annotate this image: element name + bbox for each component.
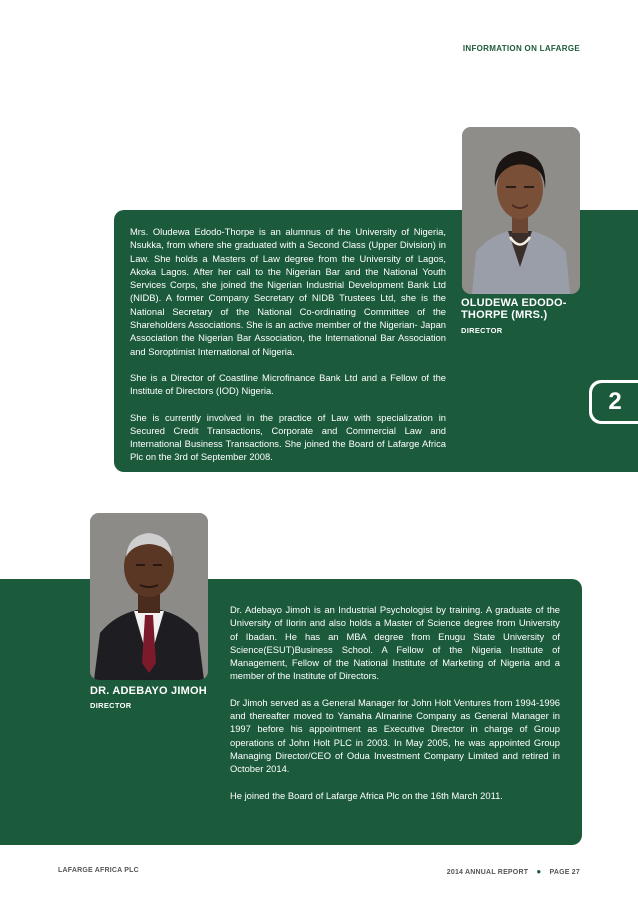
director1-name-line1: OLUDEWA EDODO- [461,297,567,309]
bio-paragraph: She is currently involved in the practice of Law with specialization in Secured Credit Transactions, Corporate and Commercial Law and International Business Transactions. She joined the Board of Lafarge Africa Plc on the 3rd of September 2008. [130,411,446,463]
bio-paragraph: Mrs. Oludewa Edodo-Thorpe is an alumnus of the University of Nigeria, Nsukka, from where she graduated with a Second Class (Upper Division) in Law. She holds a Masters of Law degree from the University of Lagos, Akoka Lagos. After her call to the Nigerian Bar and the National Youth Services Corps, she joined the Nigerian Industrial Development Bank Ltd (NIDB). A former Company Secretary of NIDB Trustees Ltd, she is the National Secretary of the National Co-ordinating Committee of the Shareholders Associations. She is an active member of the Nigerian- Japan Association the Nigerian Bar Association, the International Bar Association and Soroptimist International of Nigeria. [130,226,446,357]
footer-page-number: PAGE 27 [549,869,580,876]
section-header: INFORMATION ON LAFARGE [462,44,580,53]
director1-name [461,297,581,321]
woman-portrait-icon [462,127,580,294]
director2-name: DR. ADEBAYO JIMOH [90,685,207,697]
footer-page-info [447,867,580,876]
footer-company: LAFARGE AFRICA PLC [58,867,139,874]
director1-photo [462,127,580,294]
bio-paragraph: Dr. Adebayo Jimoh is an Industrial Psychologist by training. A graduate of the University of Ilorin and also holds a Master of Science degree from University of Ibadan. He has an MBA degree from Enugu State University of Science(ESUT)Business School. A Fellow of the Nigeria Institute of Management, Fellow of the National Institute of Marketing of Nigeria and a member of the Institute of Directors. [230,604,560,682]
director1-name-line2: THORPE (MRS.) [461,309,548,321]
director2-photo [90,513,208,680]
bio-paragraph: He joined the Board of Lafarge Africa Plc on the 16th March 2011. [230,789,503,801]
director2-bio [230,603,560,815]
man-portrait-icon [90,513,208,680]
bullet-icon: ● [536,867,542,876]
bio-paragraph: She is a Director of Coastline Microfinance Bank Ltd and a Fellow of the Institute of Directors (IOD) Nigeria. [130,371,446,397]
director1-bio [130,225,446,477]
footer-report: 2014 ANNUAL REPORT [446,869,529,876]
section-number-tab: 2 [592,383,638,421]
director1-role: DIRECTOR [461,326,503,335]
bio-paragraph: Dr Jimoh served as a General Manager for John Holt Ventures from 1994-1996 and thereafter moved to Yamaha Almarine Company as General Manager in 1997 before his appointment as Executive Director in charge of Group operations of John Holt PLC in 2003. In May 2005, he was appointed Group Managing Director/CEO of Odua Investment Company Limited and retired in October 2014. [230,696,560,775]
director2-role: DIRECTOR [90,701,132,710]
